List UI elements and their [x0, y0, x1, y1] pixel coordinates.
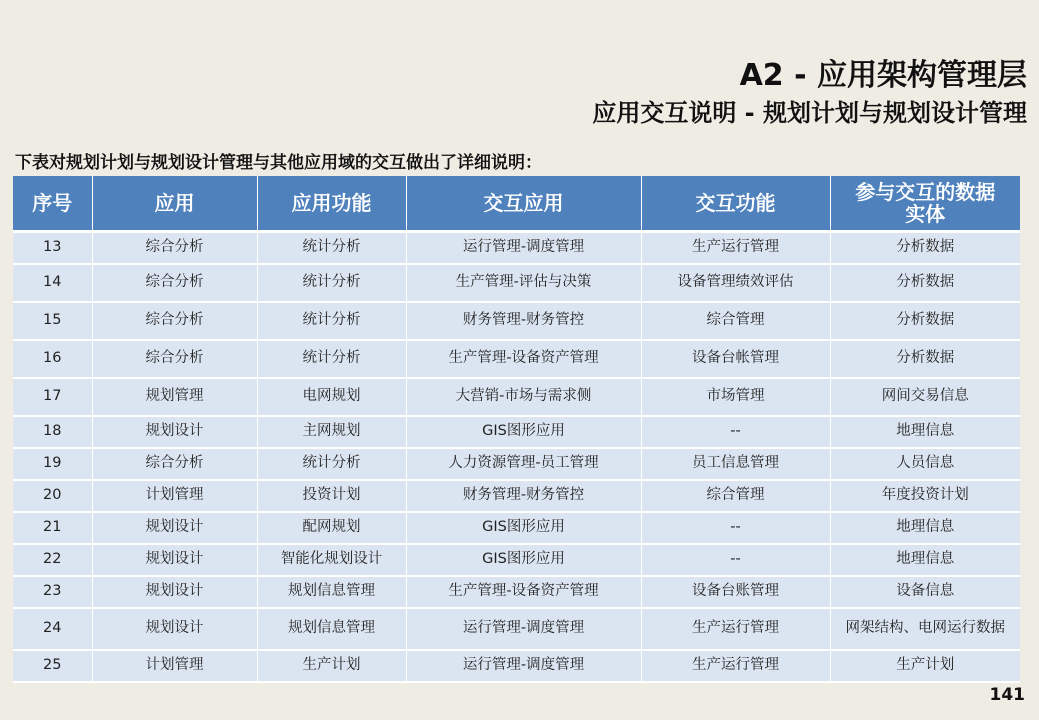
table-cell: 智能化规划设计 [257, 544, 406, 576]
table-cell: 大营销-市场与需求侧 [406, 378, 641, 416]
table-cell: 统计分析 [257, 264, 406, 302]
column-header: 交互应用 [406, 176, 641, 232]
table-cell: -- [641, 416, 830, 448]
table-cell: 运行管理-调度管理 [406, 232, 641, 264]
table-row [13, 302, 1020, 340]
table-cell: 设备台帐管理 [641, 340, 830, 378]
table-cell: 财务管理-财务管控 [406, 480, 641, 512]
table-cell: 22 [13, 544, 92, 576]
table-cell: 网架结构、电网运行数据 [830, 608, 1020, 650]
table-row [13, 448, 1020, 480]
table-cell: 规划设计 [92, 576, 257, 608]
table-cell: 设备信息 [830, 576, 1020, 608]
table-cell: 17 [13, 378, 92, 416]
table-cell: 设备台账管理 [641, 576, 830, 608]
table-row [13, 232, 1020, 264]
table-header-row [13, 176, 1020, 232]
table-cell: 生产管理-设备资产管理 [406, 576, 641, 608]
table-cell: 16 [13, 340, 92, 378]
table-cell: 14 [13, 264, 92, 302]
table-cell: 地理信息 [830, 416, 1020, 448]
table-cell: 规划信息管理 [257, 608, 406, 650]
table-cell: 市场管理 [641, 378, 830, 416]
table-row [13, 544, 1020, 576]
table-cell: 规划设计 [92, 608, 257, 650]
table-cell: 综合管理 [641, 302, 830, 340]
page-subtitle: 应用交互说明 - 规划计划与规划设计管理 [592, 99, 1027, 127]
table-cell: 综合分析 [92, 264, 257, 302]
column-header: 应用 [92, 176, 257, 232]
table-cell: 计划管理 [92, 650, 257, 682]
table-cell: 21 [13, 512, 92, 544]
table-cell: 生产管理-评估与决策 [406, 264, 641, 302]
table-cell: 设备管理绩效评估 [641, 264, 830, 302]
table-cell: 生产运行管理 [641, 650, 830, 682]
table-cell: 分析数据 [830, 302, 1020, 340]
table-cell: 员工信息管理 [641, 448, 830, 480]
table-cell: 财务管理-财务管控 [406, 302, 641, 340]
table-cell: 统计分析 [257, 340, 406, 378]
table-cell: 年度投资计划 [830, 480, 1020, 512]
table-cell: 生产运行管理 [641, 608, 830, 650]
table-cell: 分析数据 [830, 264, 1020, 302]
table-cell: GIS图形应用 [406, 416, 641, 448]
table-row [13, 416, 1020, 448]
table-cell: 综合分析 [92, 448, 257, 480]
table-cell: 18 [13, 416, 92, 448]
table-cell: 电网规划 [257, 378, 406, 416]
table-cell: 网间交易信息 [830, 378, 1020, 416]
interaction-table [13, 176, 1020, 683]
table-cell: 投资计划 [257, 480, 406, 512]
table-cell: 综合分析 [92, 302, 257, 340]
table-cell: 运行管理-调度管理 [406, 608, 641, 650]
table-cell: 统计分析 [257, 232, 406, 264]
intro-text: 下表对规划计划与规划设计管理与其他应用域的交互做出了详细说明： [15, 153, 542, 173]
table-cell: 综合分析 [92, 340, 257, 378]
table-cell: 人力资源管理-员工管理 [406, 448, 641, 480]
table-cell: 地理信息 [830, 544, 1020, 576]
table-cell: 统计分析 [257, 448, 406, 480]
table-row [13, 608, 1020, 650]
table-cell: 计划管理 [92, 480, 257, 512]
table-row [13, 576, 1020, 608]
table-cell: 13 [13, 232, 92, 264]
table-cell: 生产计划 [257, 650, 406, 682]
table-row [13, 650, 1020, 682]
table-cell: 24 [13, 608, 92, 650]
table-cell: 15 [13, 302, 92, 340]
table-cell: 25 [13, 650, 92, 682]
table-cell: 规划管理 [92, 378, 257, 416]
table-row [13, 512, 1020, 544]
table-cell: -- [641, 512, 830, 544]
table-row [13, 264, 1020, 302]
table-cell: -- [641, 544, 830, 576]
table-cell: GIS图形应用 [406, 544, 641, 576]
table-cell: 生产运行管理 [641, 232, 830, 264]
column-header: 序号 [13, 176, 92, 232]
table-cell: 生产计划 [830, 650, 1020, 682]
table-cell: 地理信息 [830, 512, 1020, 544]
table-cell: 规划信息管理 [257, 576, 406, 608]
table-cell: GIS图形应用 [406, 512, 641, 544]
table-cell: 19 [13, 448, 92, 480]
table-row [13, 480, 1020, 512]
table-cell: 23 [13, 576, 92, 608]
table-cell: 20 [13, 480, 92, 512]
page-number: 141 [989, 685, 1025, 705]
table-cell: 综合分析 [92, 232, 257, 264]
table-cell: 配网规划 [257, 512, 406, 544]
column-header: 交互功能 [641, 176, 830, 232]
table-cell: 运行管理-调度管理 [406, 650, 641, 682]
table-cell: 生产管理-设备资产管理 [406, 340, 641, 378]
table-cell: 分析数据 [830, 232, 1020, 264]
table-cell: 规划设计 [92, 512, 257, 544]
column-header: 参与交互的数据实体 [830, 176, 1020, 232]
table-row [13, 340, 1020, 378]
table-row [13, 378, 1020, 416]
table-cell: 规划设计 [92, 544, 257, 576]
page-title: A2 - 应用架构管理层 [739, 58, 1027, 93]
table-cell: 分析数据 [830, 340, 1020, 378]
table-cell: 主网规划 [257, 416, 406, 448]
table-cell: 人员信息 [830, 448, 1020, 480]
table-cell: 综合管理 [641, 480, 830, 512]
column-header: 应用功能 [257, 176, 406, 232]
table-cell: 统计分析 [257, 302, 406, 340]
table-cell: 规划设计 [92, 416, 257, 448]
